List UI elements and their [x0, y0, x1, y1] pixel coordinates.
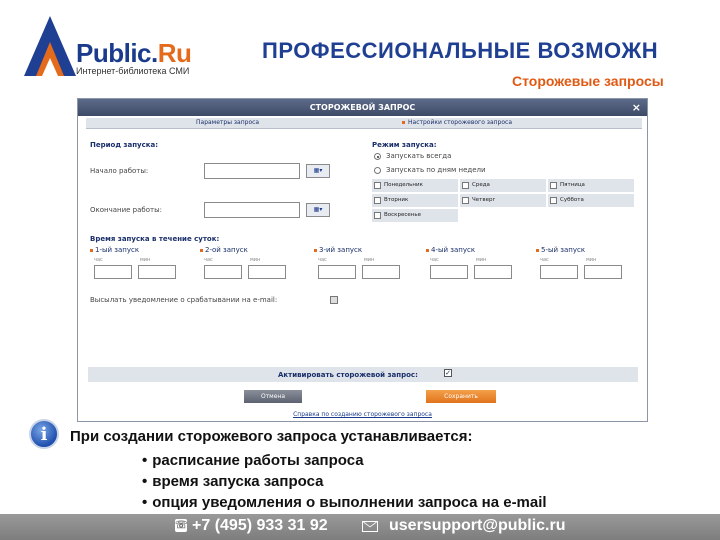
minute-input[interactable] — [584, 265, 622, 279]
footer-bar — [0, 514, 720, 540]
minute-input[interactable] — [474, 265, 512, 279]
hour-input[interactable] — [318, 265, 356, 279]
mode-heading: Режим запуска: — [372, 141, 437, 149]
hour-label: час — [430, 257, 439, 263]
run-label: 3-ий запуск — [314, 246, 362, 254]
radio-always[interactable] — [374, 153, 381, 160]
mode-option-always: Запускать всегда — [386, 152, 452, 160]
start-date-input[interactable] — [204, 163, 300, 179]
hour-label: час — [540, 257, 549, 263]
notify-checkbox[interactable] — [330, 296, 338, 304]
cancel-button[interactable]: Отмена — [244, 390, 302, 403]
run-label: 2-ой запуск — [200, 246, 248, 254]
start-label: Начало работы: — [90, 167, 149, 175]
dialog-tabs — [86, 118, 642, 129]
notify-label: Высылать уведомление о срабатывании на e-mail: — [90, 296, 278, 304]
day-friday[interactable]: Пятница — [548, 179, 634, 192]
minute-input[interactable] — [138, 265, 176, 279]
day-wednesday[interactable]: Среда — [460, 179, 546, 192]
hour-input[interactable] — [94, 265, 132, 279]
run-label: 1-ый запуск — [90, 246, 139, 254]
tab-query-parameters[interactable]: Параметры запроса — [196, 119, 260, 126]
minute-label: мин — [364, 257, 375, 263]
run-label: 4-ый запуск — [426, 246, 475, 254]
dialog-title: СТОРОЖЕВОЙ ЗАПРОС — [78, 99, 647, 116]
end-date-input[interactable] — [204, 202, 300, 218]
page-subtitle: Сторожевые запросы — [512, 73, 664, 89]
day-monday[interactable]: Понедельник — [372, 179, 458, 192]
day-saturday[interactable]: Суббота — [548, 194, 634, 207]
minute-label: мин — [140, 257, 151, 263]
logo-wordmark[interactable]: Public.Ru — [76, 38, 192, 68]
phone-icon: ☏ — [175, 520, 188, 531]
hour-input[interactable] — [204, 265, 242, 279]
weekday-grid — [372, 179, 642, 225]
calendar-icon[interactable]: ▦▾ — [306, 203, 330, 217]
minute-input[interactable] — [248, 265, 286, 279]
run-label: 5-ый запуск — [536, 246, 585, 254]
close-icon[interactable]: × — [631, 101, 641, 114]
hour-input[interactable] — [430, 265, 468, 279]
hour-label: час — [318, 257, 327, 263]
info-bullet: • расписание работы запроса — [142, 452, 364, 469]
day-thursday[interactable]: Четверг — [460, 194, 546, 207]
minute-label: мин — [586, 257, 597, 263]
mail-icon — [362, 521, 378, 532]
hour-label: час — [204, 257, 213, 263]
footer-phone[interactable]: +7 (495) 933 31 92 — [192, 517, 328, 534]
day-tuesday[interactable]: Вторник — [372, 194, 458, 207]
period-heading: Период запуска: — [90, 141, 159, 149]
hour-input[interactable] — [540, 265, 578, 279]
hour-label: час — [94, 257, 103, 263]
page-title: ПРОФЕССИОНАЛЬНЫЕ ВОЗМОЖН — [262, 38, 659, 63]
logo-subtitle: Интернет-библиотека СМИ — [76, 66, 190, 76]
save-button[interactable]: Сохранить — [426, 390, 496, 403]
info-heading: При создании сторожевого запроса устанавливается: — [70, 428, 473, 445]
minute-label: мин — [476, 257, 487, 263]
calendar-icon[interactable]: ▦▾ — [306, 164, 330, 178]
info-bullet: • время запуска запроса — [142, 473, 323, 490]
info-icon: i — [29, 419, 59, 449]
info-bullet: • опция уведомления о выполнении запроса на e-mail — [142, 494, 547, 511]
watch-query-dialog — [77, 98, 648, 422]
minute-input[interactable] — [362, 265, 400, 279]
minute-label: мин — [250, 257, 261, 263]
help-link[interactable]: Справка по созданию сторожевого запроса — [293, 411, 432, 418]
end-label: Окончание работы: — [90, 206, 162, 214]
activate-label: Активировать сторожевой запрос: — [278, 371, 418, 379]
activate-checkbox[interactable]: ✓ — [445, 369, 451, 377]
tab-watch-settings[interactable]: Настройки сторожевого запроса — [408, 118, 512, 128]
radio-by-weekdays[interactable] — [374, 167, 381, 174]
mode-option-weekdays: Запускать по дням недели — [386, 166, 486, 174]
day-sunday[interactable]: Воскресенье — [372, 209, 458, 222]
footer-email[interactable]: usersupport@public.ru — [389, 517, 566, 534]
time-heading: Время запуска в течение суток: — [90, 235, 220, 243]
